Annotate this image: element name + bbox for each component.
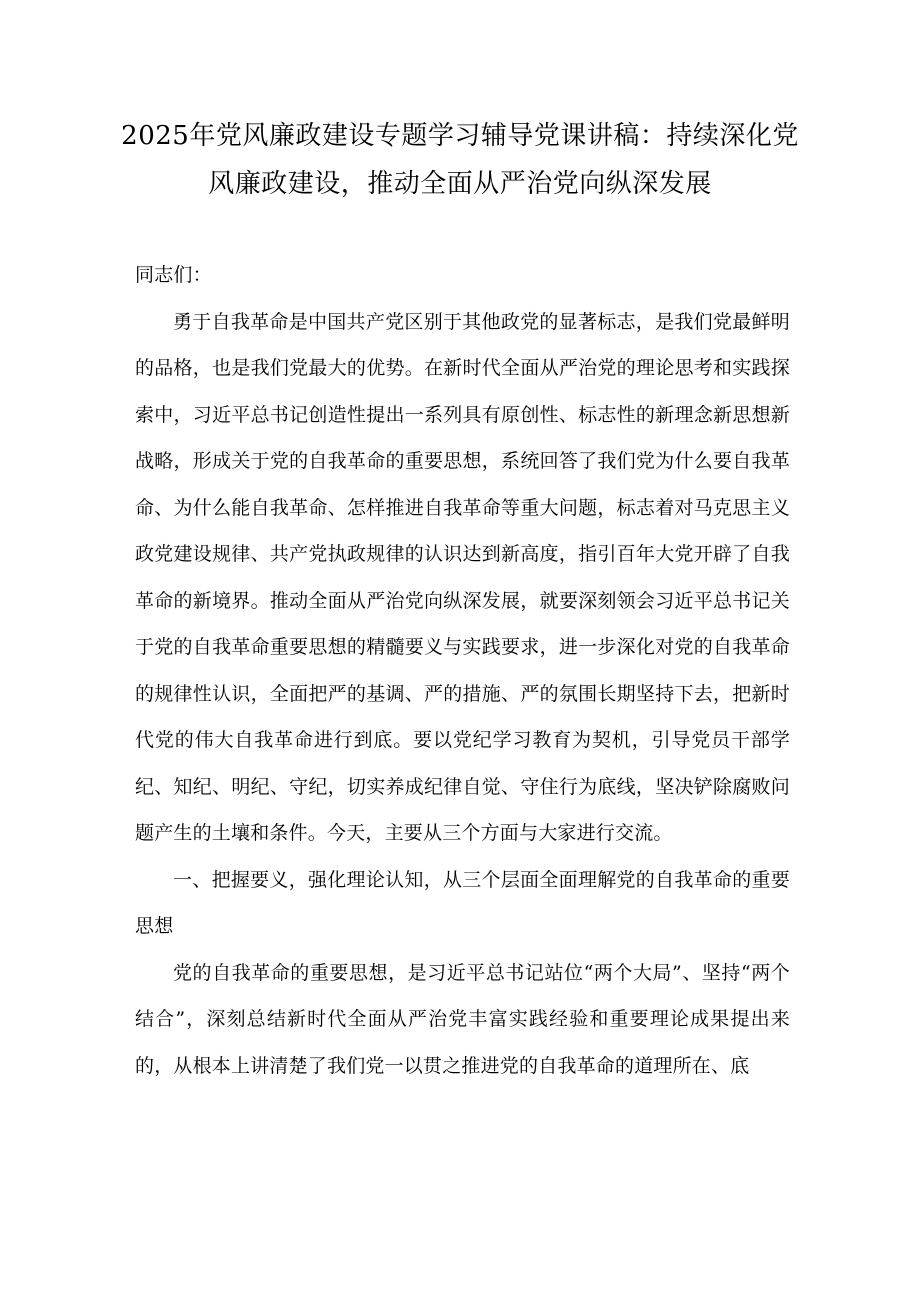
document-body: [135, 252, 790, 1089]
paragraph-intro: 勇于自我革命是中国共产党区别于其他政党的显著标志，是我们党最鲜明的品格，也是我们党最大的优势。在新时代全面从严治党的理论思考和实践探索中，习近平总书记创造性提出一系列具有原创性、标志性的新理念新思想新战略，形成关于党的自我革命的重要思想，系统回答了我们党为什么要自我革命、为什么能自我革命、怎样推进自我革命等重大问题，标志着对马克思主义政党建设规律、共产党执政规律的认识达到新高度，指引百年大党开辟了自我革命的新境界。推动全面从严治党向纵深发展，就要深刻领会习近平总书记关于党的自我革命重要思想的精髓要义与实践要求，进一步深化对党的自我革命的规律性认识，全面把严的基调、严的措施、严的氛围长期坚持下去，把新时代党的伟大自我革命进行到底。要以党纪学习教育为契机，引导党员干部学纪、知纪、明纪、守纪，切实养成纪律自觉、守住行为底线，坚决铲除腐败问题产生的土壤和条件。今天，主要从三个方面与大家进行交流。: [135, 310, 790, 844]
document-title: 2025年党风廉政建设专题学习辅导党课讲稿：持续深化党风廉政建设，推动全面从严治党向纵深发展: [121, 121, 799, 199]
section-heading-1: 一、把握要义，强化理论认知，从三个层面全面理解党的自我革命的重要思想: [135, 868, 790, 937]
salutation: 同志们：: [135, 264, 212, 286]
paragraph-section-1: 党的自我革命的重要思想，是习近平总书记站位“两个大局”、坚持“两个结合”，深刻总结新时代全面从严治党丰富实践经验和重要理论成果提出来的，从根本上讲清楚了我们党一以贯之推进党的自我革命的道理所在、底: [135, 961, 790, 1077]
